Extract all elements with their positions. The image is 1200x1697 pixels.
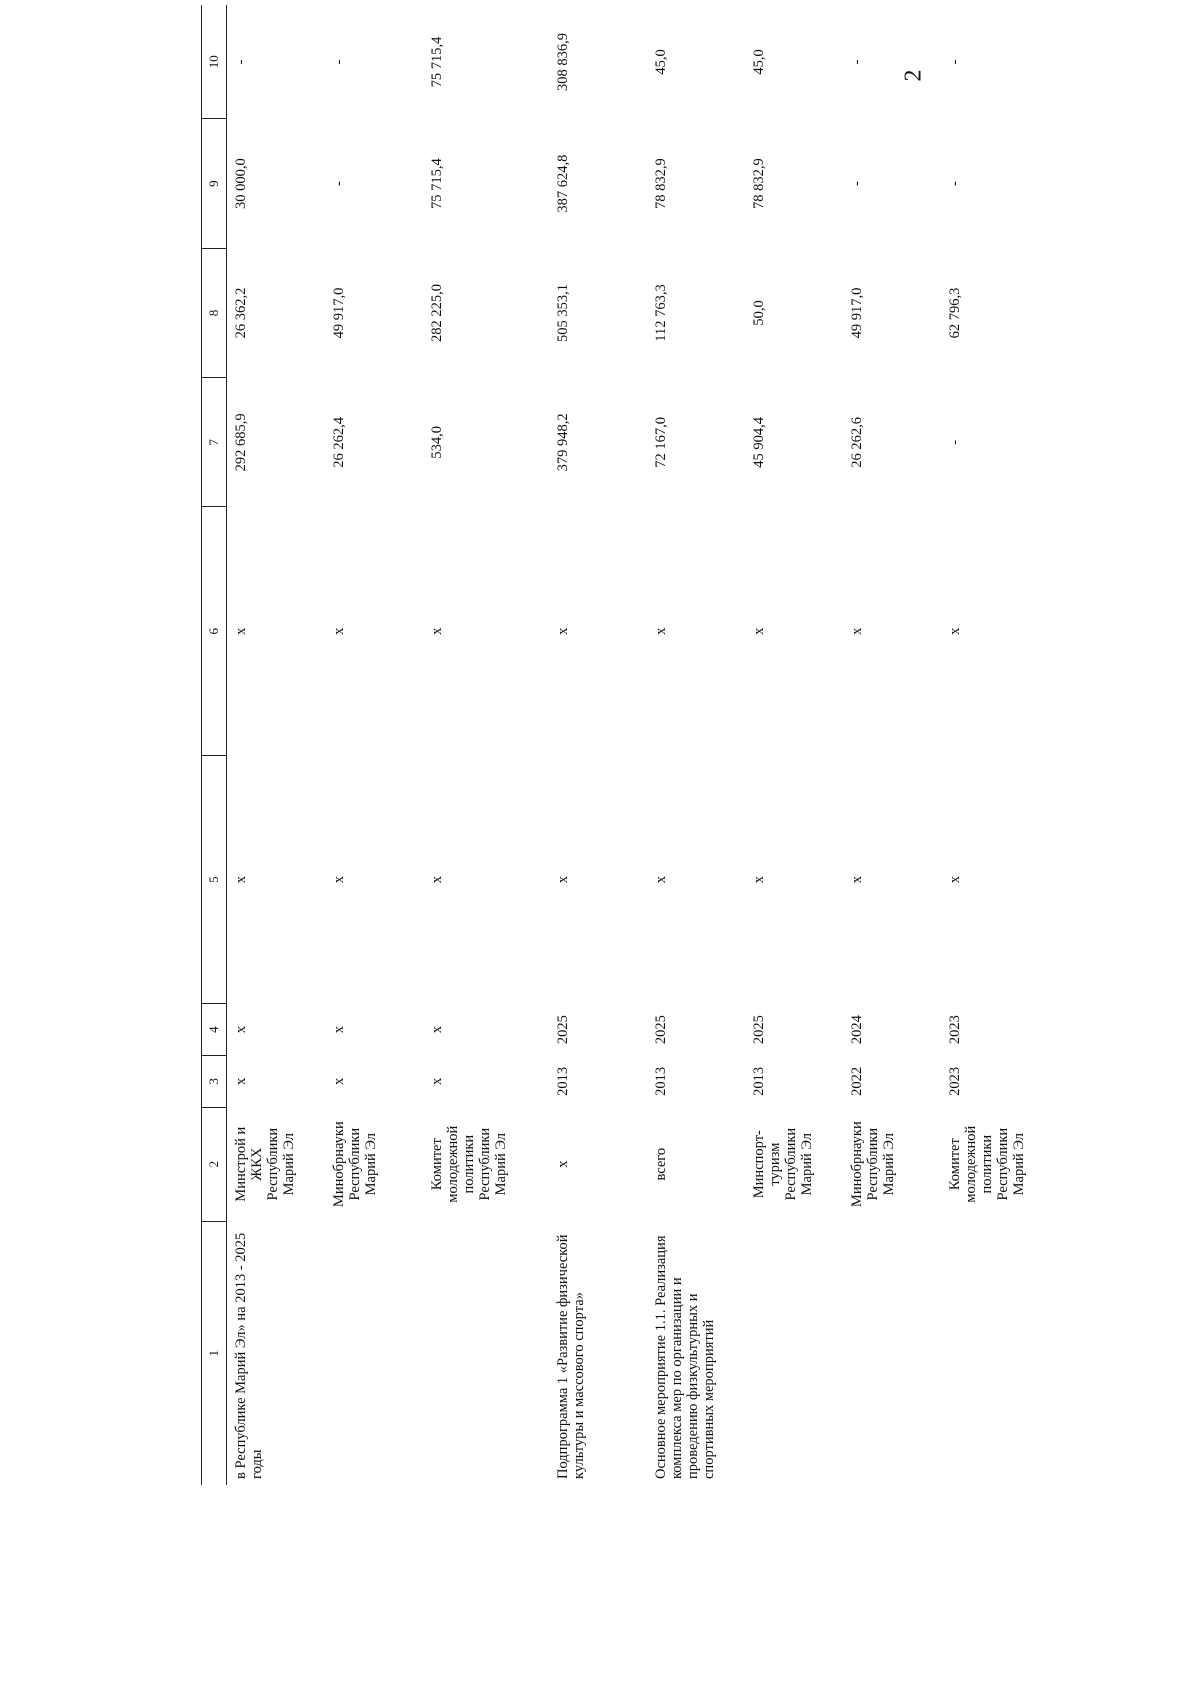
- cell-col6: х: [555, 627, 571, 635]
- cell-value-col7: 45 904,4: [751, 416, 767, 468]
- cell-start-year: 2013: [653, 1066, 669, 1096]
- cell-value-col7: 72 167,0: [653, 416, 669, 468]
- cell-value-col8: 505 353,1: [555, 283, 571, 342]
- cell-value-col10: 308 836,9: [555, 32, 571, 91]
- cell-value-col7: 26 262,6: [849, 416, 865, 468]
- table-row: [941, 5, 1067, 1485]
- cell-program-name: [423, 1221, 549, 1485]
- cell-col5: х: [233, 875, 249, 884]
- cell-value-col9: -: [849, 181, 865, 187]
- cell-value-col8: 282 225,0: [429, 283, 445, 342]
- cell-executor: Минобрнауки Республики Марий Эл: [849, 1121, 897, 1208]
- cell-value-col7: -: [947, 439, 963, 445]
- cell-executor: Минобрнауки Республики Марий Эл: [331, 1121, 379, 1208]
- cell-col5: х: [849, 875, 865, 884]
- table-row: [843, 5, 941, 1485]
- cell-col5: х: [653, 875, 669, 884]
- cell-col6: х: [233, 627, 249, 635]
- cell-start-year: х: [331, 1077, 347, 1086]
- cell-start-year: 2013: [555, 1066, 571, 1096]
- cell-end-year: 2025: [555, 1015, 571, 1045]
- cell-program-name: Подпрограмма 1 «Развитие физической культуры и массового спорта»: [555, 1234, 587, 1479]
- cell-col5: х: [947, 875, 963, 884]
- cell-end-year: х: [233, 1026, 249, 1034]
- col-header-5: 5: [202, 755, 227, 1003]
- rotated-table-container: [201, 0, 1027, 1485]
- cell-executor: Комитет молодежной политики Республики Марий Эл: [429, 1125, 509, 1203]
- table-row: [549, 5, 647, 1485]
- cell-value-col7: 292 685,9: [233, 413, 249, 472]
- cell-program-name: [843, 1221, 941, 1485]
- cell-start-year: х: [429, 1077, 445, 1086]
- cell-value-col7: 379 948,2: [555, 413, 571, 472]
- cell-program-name: в Республике Марий Эл» на 2013 - 2025 годы: [233, 1232, 265, 1479]
- cell-value-col10: -: [233, 59, 249, 65]
- header-row: [202, 5, 227, 1485]
- cell-col6: х: [653, 627, 669, 635]
- col-header-2: 2: [202, 1107, 227, 1221]
- cell-value-col10: 75 715,4: [429, 36, 445, 88]
- col-header-6: 6: [202, 507, 227, 755]
- col-header-1: 1: [202, 1221, 227, 1485]
- cell-value-col8: 62 796,3: [947, 287, 963, 339]
- col-header-8: 8: [202, 248, 227, 377]
- col-header-9: 9: [202, 119, 227, 248]
- cell-end-year: 2025: [751, 1015, 767, 1045]
- cell-col6: х: [947, 627, 963, 635]
- cell-value-col10: -: [947, 59, 963, 65]
- cell-value-col9: 75 715,4: [429, 158, 445, 209]
- cell-end-year: 2025: [653, 1015, 669, 1045]
- cell-value-col9: 30 000,0: [233, 158, 249, 209]
- cell-value-col10: 45,0: [751, 49, 767, 75]
- cell-value-col10: 45,0: [653, 49, 669, 75]
- table-row: [647, 5, 745, 1485]
- cell-col5: х: [429, 875, 445, 884]
- table-row: [227, 5, 326, 1485]
- cell-end-year: 2024: [849, 1015, 865, 1045]
- cell-value-col9: -: [947, 181, 963, 187]
- table-row: [325, 5, 423, 1485]
- cell-col6: х: [751, 627, 767, 635]
- cell-value-col8: 49 917,0: [331, 287, 347, 339]
- cell-end-year: 2023: [947, 1015, 963, 1045]
- cell-executor: всего: [653, 1147, 669, 1181]
- cell-col6: х: [849, 627, 865, 635]
- budget-table: [201, 5, 1067, 1485]
- cell-value-col9: 387 624,8: [555, 154, 571, 213]
- cell-program-name: [941, 1221, 1067, 1485]
- cell-value-col9: 78 832,9: [751, 158, 767, 209]
- cell-col5: х: [331, 875, 347, 884]
- cell-program-name: [325, 1221, 423, 1485]
- cell-start-year: 2022: [849, 1066, 865, 1096]
- cell-start-year: 2013: [751, 1066, 767, 1096]
- cell-value-col8: 49 917,0: [849, 287, 865, 339]
- col-header-7: 7: [202, 378, 227, 507]
- cell-start-year: 2023: [947, 1066, 963, 1096]
- cell-value-col8: 50,0: [751, 300, 767, 326]
- col-header-4: 4: [202, 1004, 227, 1056]
- col-header-10: 10: [202, 5, 227, 119]
- cell-start-year: х: [233, 1077, 249, 1086]
- cell-executor: Комитет молодежной политики Республики Марий Эл: [947, 1125, 1027, 1203]
- cell-col5: х: [555, 875, 571, 884]
- cell-value-col8: 26 362,2: [233, 287, 249, 339]
- cell-executor: Минспорт-туризм Республики Марий Эл: [751, 1127, 815, 1201]
- cell-value-col7: 26 262,4: [331, 416, 347, 468]
- cell-end-year: х: [429, 1026, 445, 1034]
- cell-executor: Минстрой и ЖКХ Республики Марий Эл: [233, 1126, 297, 1202]
- cell-end-year: х: [331, 1026, 347, 1034]
- cell-value-col10: -: [849, 59, 865, 65]
- cell-value-col9: -: [331, 181, 347, 187]
- cell-col5: х: [751, 875, 767, 884]
- cell-executor: х: [555, 1160, 571, 1168]
- cell-value-col10: -: [331, 59, 347, 65]
- page-number: 2: [900, 69, 927, 82]
- cell-col6: х: [429, 627, 445, 635]
- cell-value-col8: 112 763,3: [653, 284, 669, 342]
- cell-program-name: Основное мероприятие 1.1. Реализация комплекса мер по организации и проведению физкультурных и спортивных мероприятий: [653, 1235, 717, 1479]
- cell-col6: х: [331, 627, 347, 635]
- table-row: [423, 5, 549, 1485]
- col-header-3: 3: [202, 1056, 227, 1108]
- cell-value-col9: 78 832,9: [653, 158, 669, 209]
- cell-value-col7: 534,0: [429, 426, 445, 459]
